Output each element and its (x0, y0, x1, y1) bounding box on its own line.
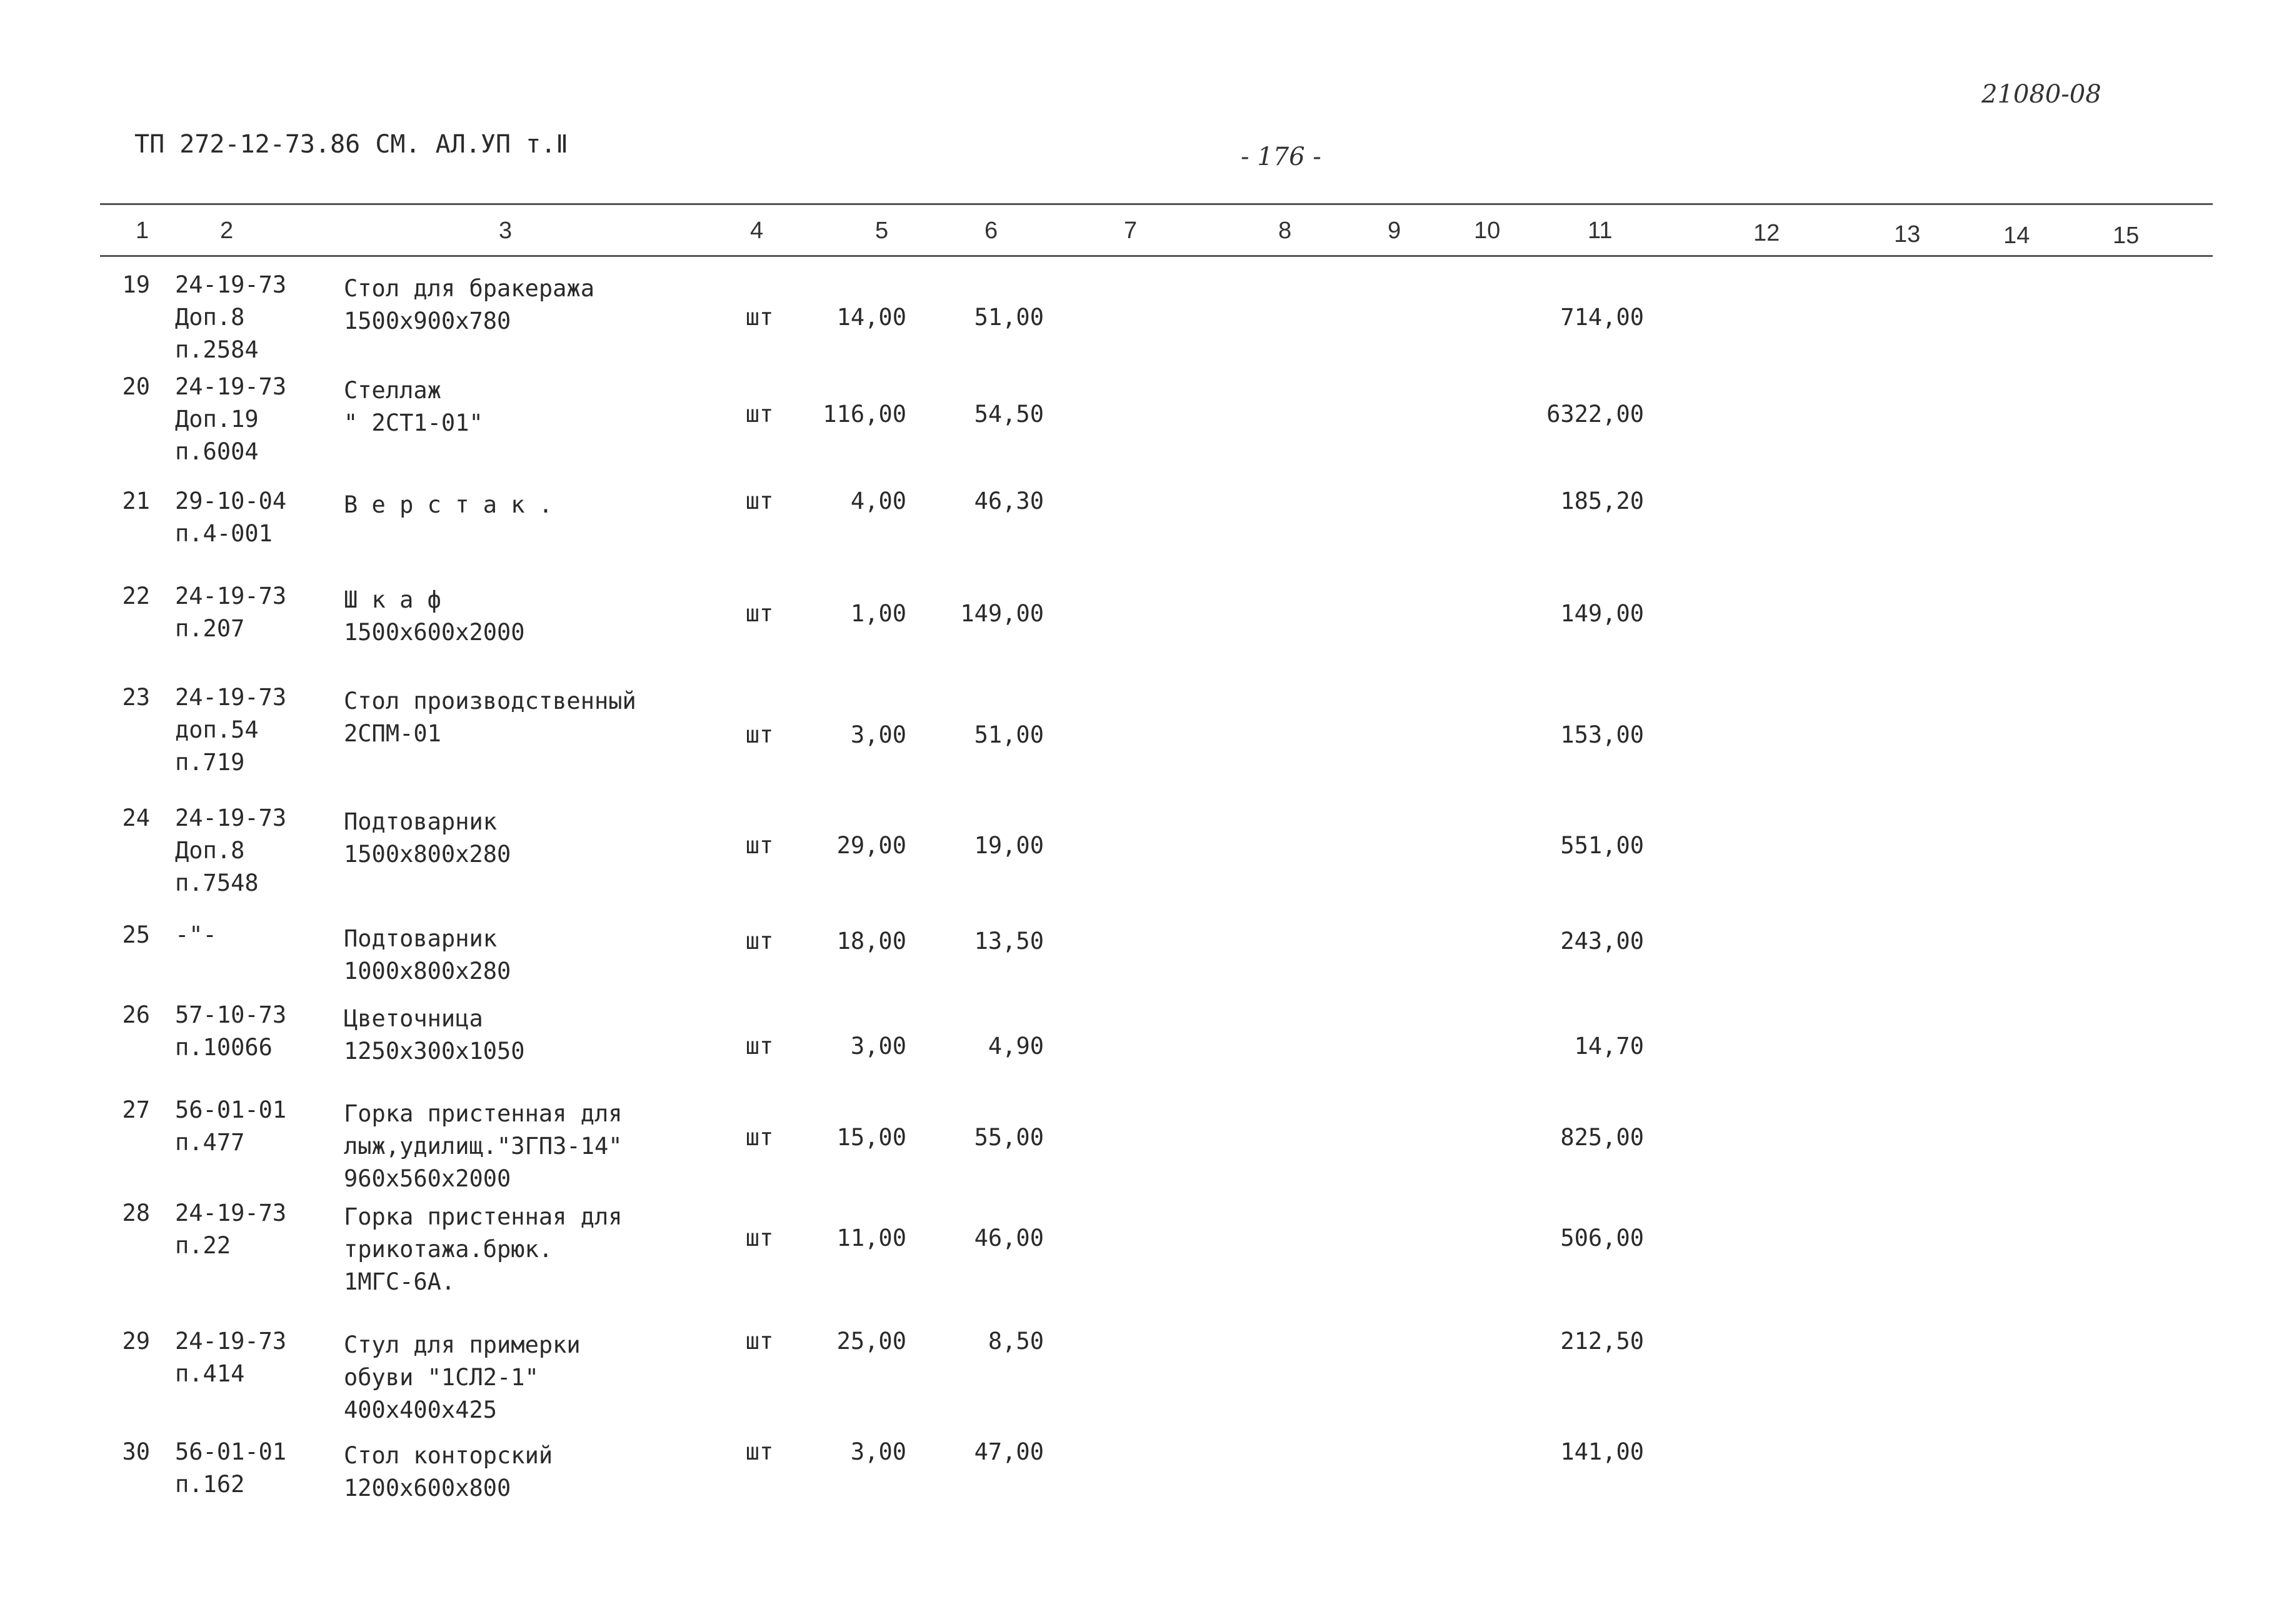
total-cell: 141,00 (1560, 1438, 1644, 1465)
col-num-1: 1 (136, 218, 149, 244)
header-reference: ТП 272-12-73.86 СМ. АЛ.УП т.Ⅱ (134, 130, 568, 159)
quantity-cell: 4,00 (850, 488, 906, 514)
item-name-line: Стол конторский (344, 1442, 553, 1469)
reference-line: 24-19-73 (175, 1328, 287, 1355)
reference-line: 24-19-73 (175, 684, 287, 711)
col-num-9: 9 (1388, 218, 1401, 244)
col-num-12: 12 (1753, 220, 1780, 246)
item-name-line: трикотажа.брюк. (344, 1236, 553, 1263)
reference-line: п.10066 (175, 1034, 273, 1061)
price-cell: 54,50 (974, 401, 1044, 428)
item-name-line: Горка пристенная для (344, 1203, 623, 1230)
table-row (0, 1094, 2289, 1192)
quantity-cell: 3,00 (850, 1033, 906, 1060)
row-number: 21 (122, 488, 150, 514)
quantity-cell: 15,00 (836, 1124, 906, 1151)
unit-cell: шт (745, 401, 774, 428)
total-cell: 14,70 (1574, 1033, 1644, 1060)
unit-cell: шт (745, 832, 774, 859)
price-cell: 13,50 (974, 928, 1044, 955)
row-number: 26 (122, 1001, 150, 1028)
item-name-line: 1250х300х1050 (344, 1038, 525, 1065)
reference-line: п.22 (175, 1232, 231, 1259)
price-cell: 46,30 (974, 488, 1044, 514)
unit-cell: шт (745, 1033, 774, 1060)
reference-line: п.719 (175, 749, 245, 776)
reference-line: п.477 (175, 1129, 245, 1156)
item-name-line: Стеллаж (344, 377, 441, 404)
price-cell: 51,00 (974, 304, 1044, 331)
unit-cell: шт (745, 488, 774, 514)
item-name-line: 1МГС-6А. (344, 1268, 456, 1295)
reference-line: 57-10-73 (175, 1001, 287, 1028)
col-num-11: 11 (1588, 218, 1613, 244)
col-num-2: 2 (220, 218, 234, 244)
col-num-8: 8 (1278, 218, 1292, 244)
quantity-cell: 29,00 (836, 832, 906, 859)
item-name-line: 1200х600х800 (344, 1475, 511, 1501)
reference-line: Доп.8 (175, 837, 245, 864)
item-name-line: Подтоварник (344, 925, 498, 952)
item-name-line: Подтоварник (344, 808, 498, 835)
item-name-line: 1500х900х780 (344, 308, 511, 334)
row-number: 24 (122, 804, 150, 831)
reference-line: 24-19-73 (175, 271, 287, 298)
row-number: 22 (122, 583, 150, 609)
quantity-cell: 3,00 (850, 721, 906, 748)
col-num-6: 6 (984, 218, 998, 244)
reference-line: п.2584 (175, 336, 259, 363)
quantity-cell: 1,00 (850, 600, 906, 627)
table-top-rule (100, 203, 2213, 205)
col-num-14: 14 (2003, 223, 2030, 249)
price-cell: 149,00 (960, 600, 1044, 627)
unit-cell: шт (745, 1328, 774, 1355)
total-cell: 243,00 (1560, 928, 1644, 955)
item-name-line: 960х560х2000 (344, 1165, 511, 1192)
reference-line: п.6004 (175, 438, 259, 465)
item-name-line: Стол для бракеража (344, 275, 594, 302)
unit-cell: шт (745, 304, 774, 331)
unit-cell: шт (745, 928, 774, 955)
col-num-10: 10 (1474, 218, 1501, 244)
price-cell: 4,90 (988, 1033, 1044, 1060)
table-row (0, 919, 2289, 985)
col-num-15: 15 (2113, 223, 2140, 249)
item-name-line: В е р с т а к . (344, 491, 553, 518)
row-number: 25 (122, 921, 150, 948)
table-row (0, 1325, 2289, 1423)
price-cell: 8,50 (988, 1328, 1044, 1355)
total-cell: 551,00 (1560, 832, 1644, 859)
page-number: - 176 - (1241, 143, 1321, 171)
quantity-cell: 116,00 (823, 401, 906, 428)
document-code: 21080-08 (1981, 80, 2101, 109)
item-name-line: обуви "1СЛ2-1" (344, 1364, 539, 1391)
reference-line: 56-01-01 (175, 1096, 287, 1123)
item-name-line: Стол производственный (344, 688, 636, 714)
reference-line: 56-01-01 (175, 1438, 287, 1465)
table-row (0, 371, 2289, 465)
item-name-line: Ш к а ф (344, 586, 441, 613)
price-cell: 46,00 (974, 1225, 1044, 1251)
row-number: 19 (122, 271, 150, 298)
item-name-line: Стул для примерки (344, 1331, 581, 1358)
unit-cell: шт (745, 1124, 774, 1151)
table-row (0, 1436, 2289, 1501)
total-cell: 185,20 (1560, 488, 1644, 514)
price-cell: 51,00 (974, 721, 1044, 748)
table-row (0, 269, 2289, 363)
row-number: 29 (122, 1328, 150, 1355)
row-number: 28 (122, 1200, 150, 1226)
table-row (0, 802, 2289, 896)
unit-cell: шт (745, 1225, 774, 1251)
reference-line: Доп.19 (175, 406, 259, 433)
price-cell: 19,00 (974, 832, 1044, 859)
reference-line: 24-19-73 (175, 583, 287, 609)
col-num-3: 3 (499, 218, 513, 244)
price-cell: 47,00 (974, 1438, 1044, 1465)
item-name-line: Горка пристенная для (344, 1100, 623, 1127)
table-row (0, 580, 2289, 646)
unit-cell: шт (745, 721, 774, 748)
quantity-cell: 18,00 (836, 928, 906, 955)
reference-line: -"- (175, 921, 217, 948)
item-name-line: 2СПМ-01 (344, 720, 441, 747)
reference-line: п.207 (175, 615, 245, 642)
table-row (0, 485, 2289, 547)
reference-line: доп.54 (175, 716, 259, 743)
quantity-cell: 3,00 (850, 1438, 906, 1465)
reference-line: п.4-001 (175, 520, 273, 547)
row-number: 30 (122, 1438, 150, 1465)
total-cell: 6322,00 (1546, 401, 1644, 428)
reference-line: п.414 (175, 1360, 245, 1387)
item-name-line: 1500х800х280 (344, 841, 511, 868)
row-number: 23 (122, 684, 150, 711)
col-num-4: 4 (750, 218, 764, 244)
col-num-13: 13 (1894, 221, 1921, 248)
col-num-5: 5 (875, 218, 889, 244)
item-name-line: Цветочница (344, 1005, 483, 1032)
unit-cell: шт (745, 600, 774, 627)
reference-line: п.162 (175, 1471, 245, 1498)
table-row (0, 999, 2289, 1065)
price-cell: 55,00 (974, 1124, 1044, 1151)
quantity-cell: 11,00 (836, 1225, 906, 1251)
total-cell: 212,50 (1560, 1328, 1644, 1355)
unit-cell: шт (745, 1438, 774, 1465)
quantity-cell: 25,00 (836, 1328, 906, 1355)
row-number: 27 (122, 1096, 150, 1123)
table-row (0, 681, 2289, 776)
total-cell: 714,00 (1560, 304, 1644, 331)
item-name-line: лыж,удилищ."3ГП3-14" (344, 1133, 623, 1160)
col-num-7: 7 (1124, 218, 1138, 244)
reference-line: 24-19-73 (175, 804, 287, 831)
item-name-line: " 2СТ1-01" (344, 409, 483, 436)
table-row (0, 1197, 2289, 1295)
reference-line: Доп.8 (175, 304, 245, 331)
reference-line: 24-19-73 (175, 373, 287, 400)
total-cell: 149,00 (1560, 600, 1644, 627)
total-cell: 506,00 (1560, 1225, 1644, 1251)
item-name-line: 1000х800х280 (344, 958, 511, 985)
total-cell: 153,00 (1560, 721, 1644, 748)
reference-line: п.7548 (175, 870, 259, 896)
row-number: 20 (122, 373, 150, 400)
item-name-line: 400х400х425 (344, 1396, 498, 1423)
total-cell: 825,00 (1560, 1124, 1644, 1151)
reference-line: 24-19-73 (175, 1200, 287, 1226)
reference-line: 29-10-04 (175, 488, 287, 514)
item-name-line: 1500х600х2000 (344, 619, 525, 646)
quantity-cell: 14,00 (836, 304, 906, 331)
table-header-rule (100, 255, 2213, 257)
